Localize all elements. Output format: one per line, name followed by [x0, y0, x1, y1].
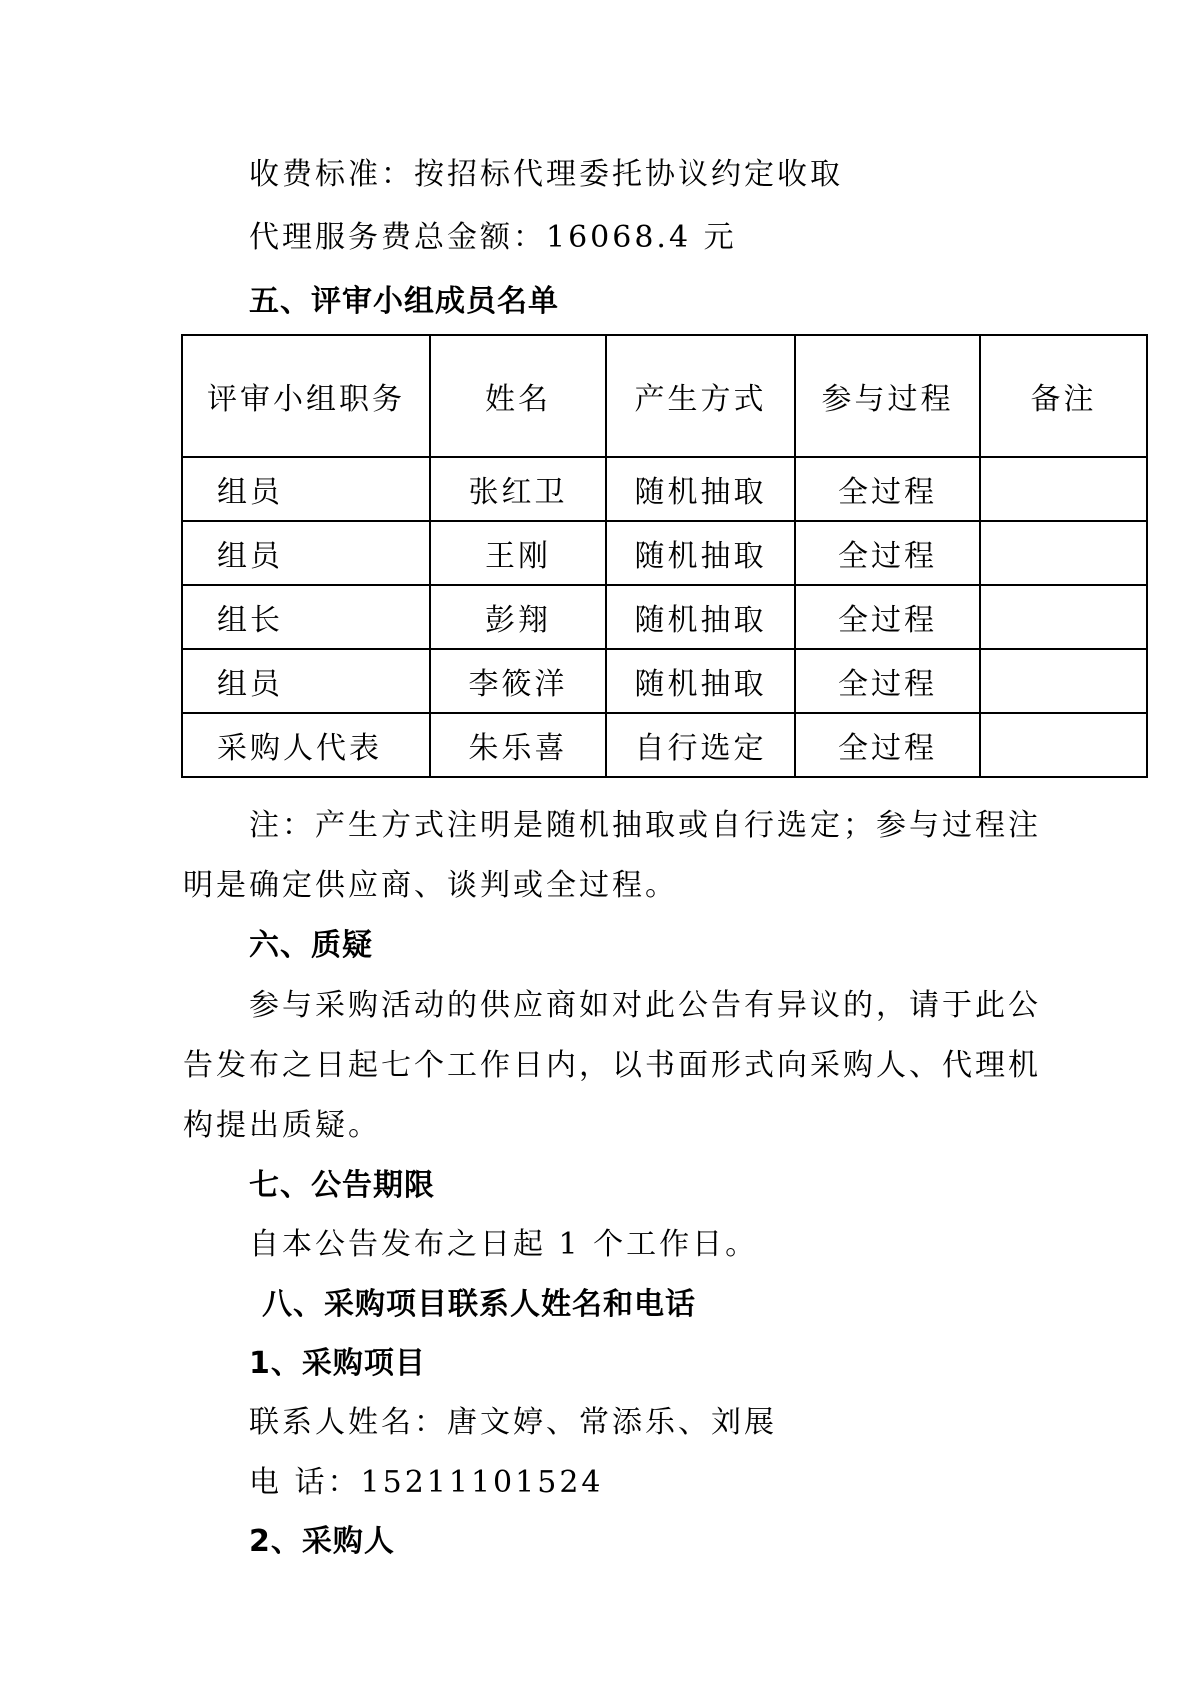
cell-method: 随机抽取: [606, 649, 795, 713]
cell-participation: 全过程: [795, 521, 980, 585]
cell-remark: [980, 457, 1147, 521]
cell-role: 组员: [182, 521, 430, 585]
table-header-row: [182, 335, 1147, 457]
section8-sub1-heading: 1、采购项目: [249, 1346, 426, 1381]
cell-method: 随机抽取: [606, 585, 795, 649]
table-row: [182, 649, 1147, 713]
note-line-2: 明是确定供应商、谈判或全过程。: [183, 868, 678, 903]
cell-participation: 全过程: [795, 713, 980, 777]
cell-remark: [980, 649, 1147, 713]
header-remark: 备注: [980, 335, 1147, 457]
cell-name: 王刚: [430, 521, 606, 585]
review-panel-table: [181, 334, 1148, 778]
cell-remark: [980, 585, 1147, 649]
cell-name: 张红卫: [430, 457, 606, 521]
section6-line-1: 参与采购活动的供应商如对此公告有异议的，请于此公: [249, 988, 1041, 1023]
cell-remark: [980, 521, 1147, 585]
cell-role: 组员: [182, 649, 430, 713]
header-role: 评审小组职务: [182, 335, 430, 457]
cell-participation: 全过程: [795, 585, 980, 649]
cell-method: 随机抽取: [606, 521, 795, 585]
note-line-1: 注：产生方式注明是随机抽取或自行选定；参与过程注: [249, 808, 1041, 843]
table-row: [182, 457, 1147, 521]
fee-total: 代理服务费总金额：16068.4 元: [249, 220, 737, 255]
table-row: [182, 585, 1147, 649]
section6-heading: 六、质疑: [249, 928, 373, 963]
section6-line-3: 构提出质疑。: [183, 1108, 381, 1143]
fee-standard: 收费标准：按招标代理委托协议约定收取: [249, 157, 843, 192]
cell-role: 采购人代表: [182, 713, 430, 777]
section6-line-2: 告发布之日起七个工作日内，以书面形式向采购人、代理机: [183, 1048, 1041, 1083]
cell-role: 组员: [182, 457, 430, 521]
header-participation: 参与过程: [795, 335, 980, 457]
cell-role: 组长: [182, 585, 430, 649]
section7-heading: 七、公告期限: [249, 1168, 435, 1203]
header-method: 产生方式: [606, 335, 795, 457]
section8-sub2-heading: 2、采购人: [249, 1524, 395, 1559]
cell-participation: 全过程: [795, 649, 980, 713]
cell-method: 随机抽取: [606, 457, 795, 521]
contact-names: 联系人姓名：唐文婷、常添乐、刘展: [249, 1405, 777, 1440]
section7-text: 自本公告发布之日起 1 个工作日。: [249, 1227, 759, 1262]
table-row: [182, 521, 1147, 585]
header-name: 姓名: [430, 335, 606, 457]
cell-name: 彭翔: [430, 585, 606, 649]
cell-remark: [980, 713, 1147, 777]
contact-phone: 电 话：15211101524: [249, 1465, 604, 1500]
section8-heading: 八、采购项目联系人姓名和电话: [262, 1287, 696, 1322]
table-row: [182, 713, 1147, 777]
cell-participation: 全过程: [795, 457, 980, 521]
cell-name: 朱乐喜: [430, 713, 606, 777]
cell-name: 李筱洋: [430, 649, 606, 713]
cell-method: 自行选定: [606, 713, 795, 777]
section5-heading: 五、评审小组成员名单: [249, 284, 559, 319]
